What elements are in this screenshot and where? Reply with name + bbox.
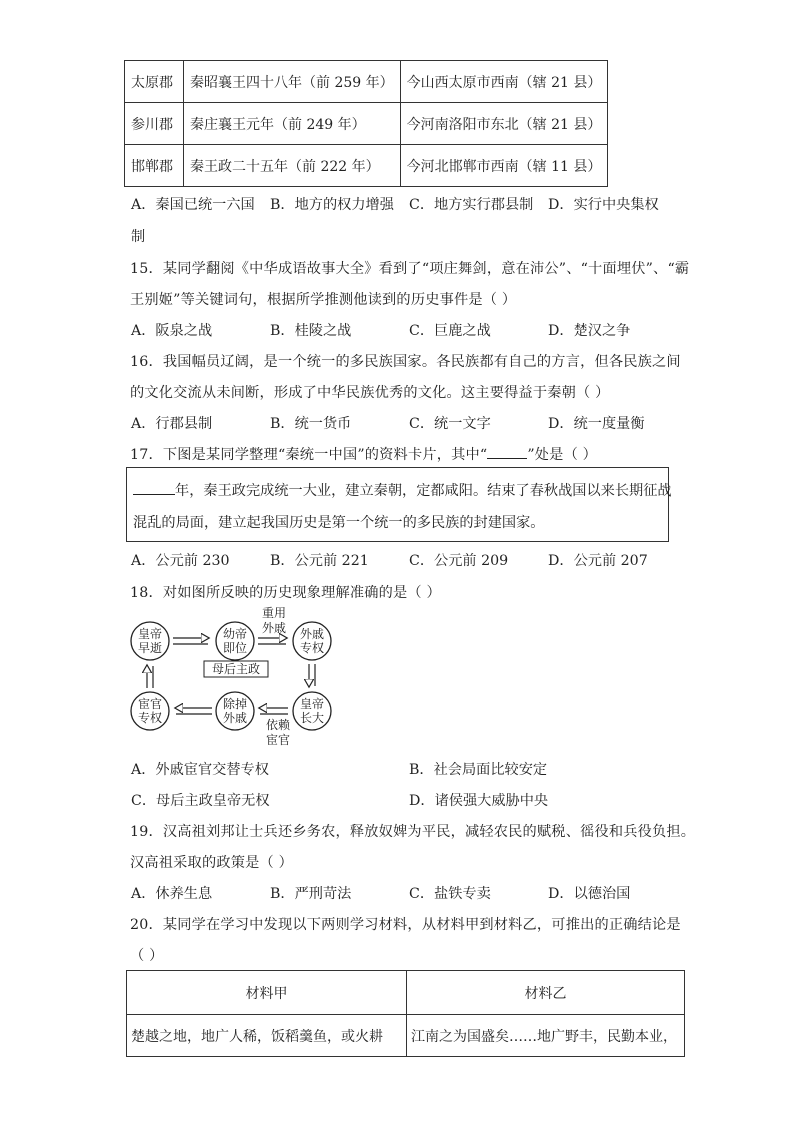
q19-option-a: A．休养生息 <box>131 886 213 902</box>
q17-card-line1 <box>133 480 672 500</box>
q17-card <box>126 467 672 542</box>
q14-option-a: A．秦国已统一六国 <box>131 197 255 213</box>
svg-text:宦官: 宦官 <box>137 697 163 711</box>
svg-text:专权: 专权 <box>299 641 325 655</box>
table-row <box>127 971 685 1015</box>
table-cell: 今河北邯郸市西南（辖 11 县） <box>400 145 608 187</box>
table-header-b: 材料乙 <box>407 971 685 1015</box>
label-regent: 母后主政 <box>211 662 261 676</box>
q16-option-c: C．统一文字 <box>409 416 491 432</box>
commandery-table <box>124 60 608 187</box>
table-cell: 江南之为国盛矣……地广野丰，民勤本业， <box>407 1015 685 1057</box>
q14-option-d-wrap: 制 <box>131 229 146 245</box>
svg-text:皇帝: 皇帝 <box>299 697 325 711</box>
svg-text:专权: 专权 <box>137 711 163 725</box>
arrow-icon <box>309 664 315 686</box>
table-cell: 秦昭襄王四十八年（前 259 年） <box>184 61 401 103</box>
q15-stem-line2: 王别姬”等关键词句，根据所学推测他读到的历史事件是（ ） <box>130 292 517 308</box>
q20-stem-line1: 20．某同学在学习中发现以下两则学习材料，从材料甲到材料乙，可推出的正确结论是 <box>130 917 681 933</box>
table-cell: 秦庄襄王元年（前 249 年） <box>184 103 401 145</box>
q19-stem-line2: 汉高祖采取的政策是（ ） <box>130 855 293 871</box>
svg-text:即位: 即位 <box>222 641 248 655</box>
q18-option-b: B．社会局面比较安定 <box>409 762 548 778</box>
svg-text:幼帝: 幼帝 <box>222 627 248 641</box>
q18-option-c: C．母后主政皇帝无权 <box>131 793 270 809</box>
node-emperor-dies <box>131 622 169 660</box>
q16-option-a: A．行郡县制 <box>131 416 213 432</box>
node-child-emperor <box>216 622 254 660</box>
q17-card-text1: 年，秦王政完成统一大业，建立秦朝，定都咸阳。结束了春秋战国以来长期征战 <box>175 483 672 499</box>
q15-option-d: D．楚汉之争 <box>548 323 631 339</box>
q19-option-d: D．以德治国 <box>548 886 631 902</box>
arrow-icon <box>173 638 208 644</box>
q17-blank <box>487 446 527 459</box>
table-cell: 秦王政二十五年（前 222 年） <box>184 145 401 187</box>
q17-stem <box>130 444 597 464</box>
q15-option-b: B．桂陵之战 <box>270 323 352 339</box>
q17-option-c: C．公元前 209 <box>409 553 509 569</box>
q18-option-d: D．诸侯强大威胁中央 <box>409 793 549 809</box>
q14-option-c: C．地方实行郡县制 <box>409 197 534 213</box>
q19-option-c: C．盐铁专卖 <box>409 886 491 902</box>
q17-option-b: B．公元前 221 <box>270 553 369 569</box>
svg-text:皇帝: 皇帝 <box>137 627 163 641</box>
arrow-icon <box>147 666 153 688</box>
q16-stem-line2: 的文化交流从未间断，形成了中华民族优秀的文化。这主要得益于秦朝（ ） <box>130 385 610 401</box>
q17-option-d: D．公元前 207 <box>548 553 648 569</box>
q16-stem-line1: 16．我国幅员辽阔，是一个统一的多民族国家。各民族都有自己的方言，但各民族之间 <box>130 354 681 370</box>
q16-option-d: D．统一度量衡 <box>548 416 645 432</box>
node-eunuch-power <box>131 692 169 730</box>
table-cell: 今河南洛阳市东北（辖 21 县） <box>400 103 608 145</box>
node-emperor-grows <box>293 692 331 730</box>
q15-stem-line1: 15．某同学翻阅《中华成语故事大全》看到了“项庄舞剑，意在沛公”、“十面埋伏”、“霸 <box>130 261 690 277</box>
label-reuse-consort-2: 外戚 <box>261 621 287 635</box>
q18-option-a: A．外戚宦官交替专权 <box>131 762 269 778</box>
materials-table <box>126 970 685 1057</box>
table-cell: 今山西太原市西南（辖 21 县） <box>400 61 608 103</box>
q19-stem-line1: 19．汉高祖刘邦让士兵还乡务农，释放奴婢为平民，减轻农民的赋税、徭役和兵役负担。 <box>130 824 696 840</box>
q16-option-b: B．统一货币 <box>270 416 352 432</box>
arrow-icon <box>258 638 286 644</box>
q17-stem-part1: 17．下图是某同学整理“秦统一中国”的资料卡片，其中“ <box>130 447 488 463</box>
arrow-icon <box>176 708 212 714</box>
node-consort-clan-power <box>293 622 331 660</box>
q17-stem-part2: ”处是（ ） <box>527 447 598 463</box>
arrow-icon <box>260 708 288 714</box>
q18-stem: 18．对如图所反映的历史现象理解准确的是（ ） <box>130 585 441 601</box>
q14-option-d: D．实行中央集权 <box>548 197 659 213</box>
q17-option-a: A．公元前 230 <box>131 553 230 569</box>
table-cell: 参川郡 <box>125 103 184 145</box>
label-rely-eunuch: 依赖 <box>265 718 291 732</box>
table-row <box>125 145 608 187</box>
svg-text:外戚: 外戚 <box>299 627 325 641</box>
q17-card-line2: 混乱的局面，建立起我国历史是第一个统一的多民族的封建国家。 <box>133 515 545 531</box>
q15-option-c: C．巨鹿之战 <box>409 323 491 339</box>
table-cell: 太原郡 <box>125 61 184 103</box>
label-reuse-consort: 重用 <box>261 606 287 620</box>
table-cell: 邯郸郡 <box>125 145 184 187</box>
svg-text:除掉: 除掉 <box>222 697 248 711</box>
q17-card-blank <box>133 482 175 495</box>
svg-text:早逝: 早逝 <box>137 641 163 655</box>
table-cell: 楚越之地，地广人稀，饭稻羹鱼，或火耕 <box>127 1015 407 1057</box>
table-row <box>125 61 608 103</box>
svg-text:外戚: 外戚 <box>222 711 248 725</box>
table-row <box>125 103 608 145</box>
table-header-a: 材料甲 <box>127 971 407 1015</box>
table-row <box>127 1015 685 1057</box>
history-cycle-diagram <box>128 604 325 750</box>
q19-option-b: B．严刑苛法 <box>270 886 352 902</box>
q14-option-b: B．地方的权力增强 <box>270 197 394 213</box>
label-rely-eunuch-2: 宦官 <box>265 733 291 747</box>
node-remove-consort <box>216 692 254 730</box>
q20-stem-line2: （ ） <box>130 948 164 964</box>
svg-text:长大: 长大 <box>299 711 325 725</box>
q15-option-a: A．阪泉之战 <box>131 323 213 339</box>
